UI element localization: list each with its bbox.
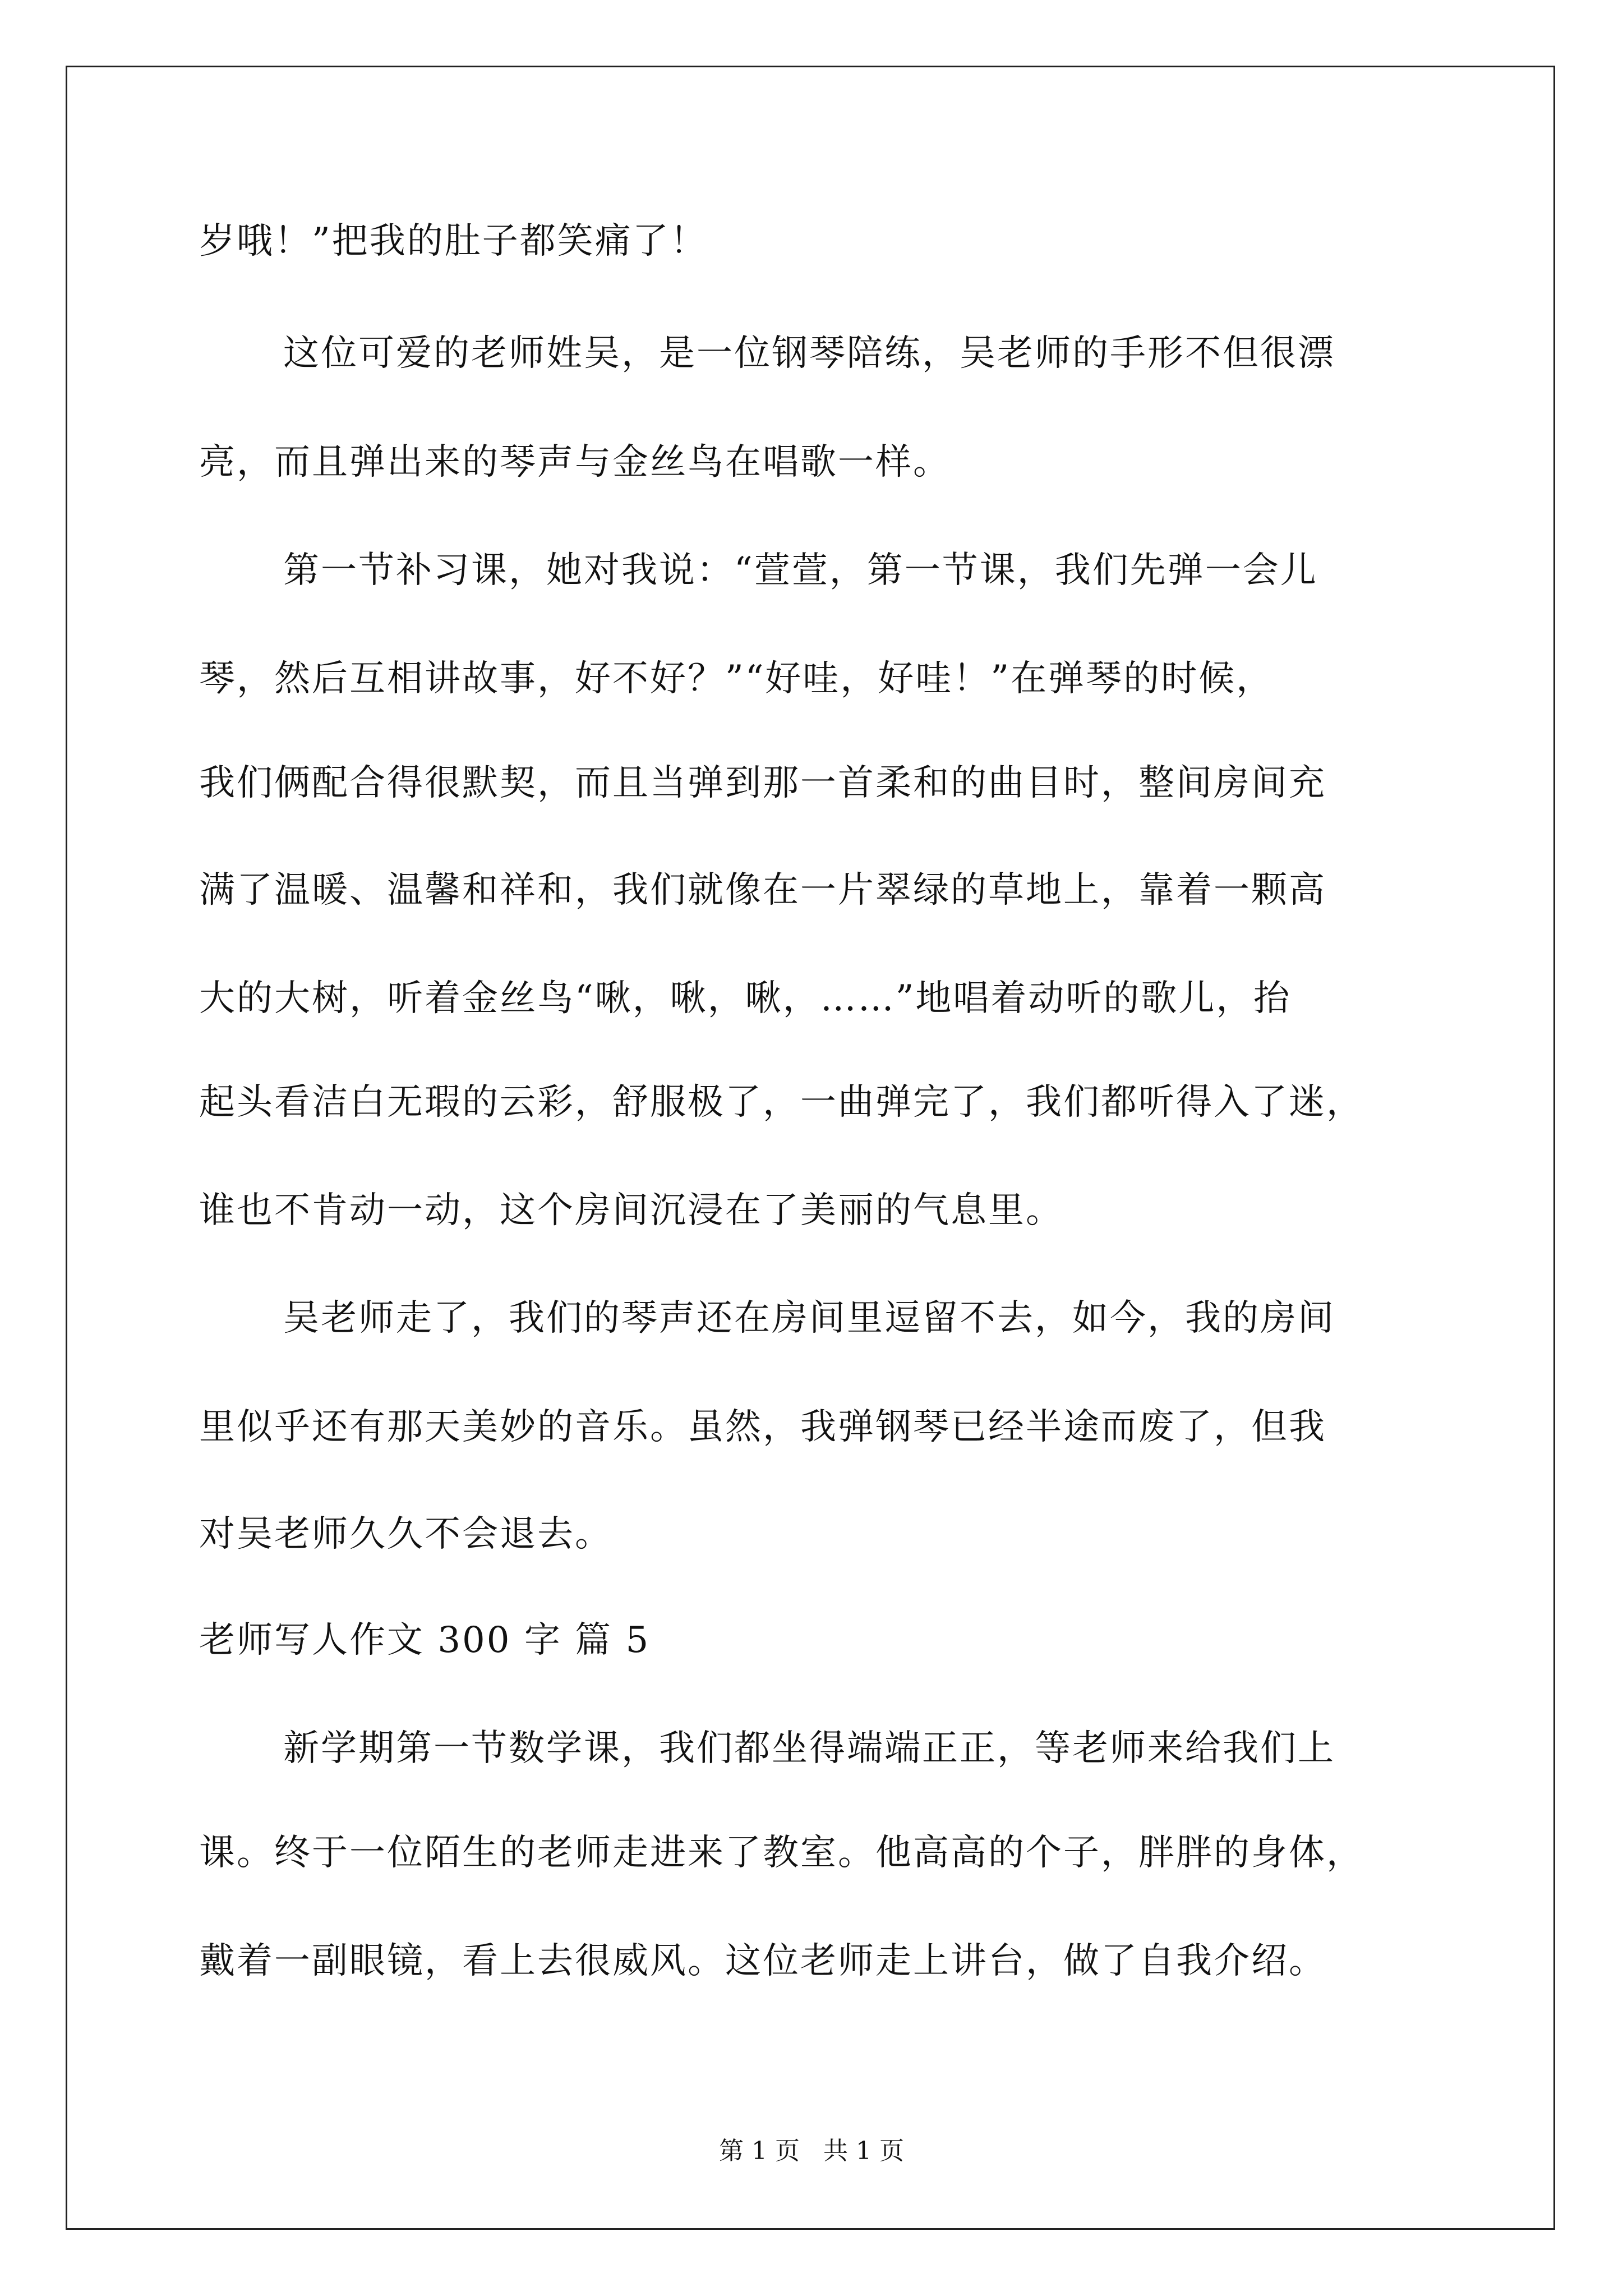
text-line-2: 这位可爱的老师姓吴，是一位钢琴陪练，吴老师的手形不但很漂 <box>283 333 1335 374</box>
text-line-6: 我们俩配合得很默契，而且当弹到那一首柔和的曲目时，整间房间充 <box>199 762 1326 804</box>
text-line-17: 戴着一副眼镜，看上去很威风。这位老师走上讲台，做了自我介绍。 <box>199 1940 1326 1982</box>
text-line-12: 里似乎还有那天美妙的音乐。虽然，我弹钢琴已经半途而废了，但我 <box>199 1406 1326 1448</box>
text-line-3: 亮，而且弹出来的琴声与金丝鸟在唱歌一样。 <box>199 441 951 483</box>
text-line-1: 岁哦！”把我的肚子都笑痛了！ <box>199 220 708 262</box>
text-line-15: 新学期第一节数学课，我们都坐得端端正正，等老师来给我们上 <box>283 1728 1335 1769</box>
text-line-7: 满了温暖、温馨和祥和，我们就像在一片翠绿的草地上，靠着一颗高 <box>199 869 1326 911</box>
page-footer: 第 1 页 共 1 页 <box>719 2137 904 2165</box>
text-line-13: 对吴老师久久不会退去。 <box>199 1513 612 1555</box>
page-border <box>66 66 1555 2230</box>
text-line-16: 课。终于一位陌生的老师走进来了教室。他高高的个子，胖胖的身体， <box>199 1832 1364 1874</box>
text-line-9: 起头看洁白无瑕的云彩，舒服极了，一曲弹完了，我们都听得入了迷， <box>199 1082 1364 1123</box>
text-line-11: 吴老师走了，我们的琴声还在房间里逗留不去，如今，我的房间 <box>283 1297 1335 1339</box>
text-line-4: 第一节补习课，她对我说：“萱萱，第一节课，我们先弹一会儿 <box>283 550 1318 591</box>
text-line-5: 琴，然后互相讲故事，好不好？”“好哇，好哇！”在弹琴的时候， <box>199 658 1274 700</box>
section-heading: 老师写人作文 300 字 篇 5 <box>199 1619 651 1661</box>
text-line-10: 谁也不肯动一动，这个房间沉浸在了美丽的气息里。 <box>199 1190 1063 1231</box>
text-line-8: 大的大树，听着金丝鸟“啾，啾，啾，……”地唱着动听的歌儿，抬 <box>199 978 1292 1019</box>
